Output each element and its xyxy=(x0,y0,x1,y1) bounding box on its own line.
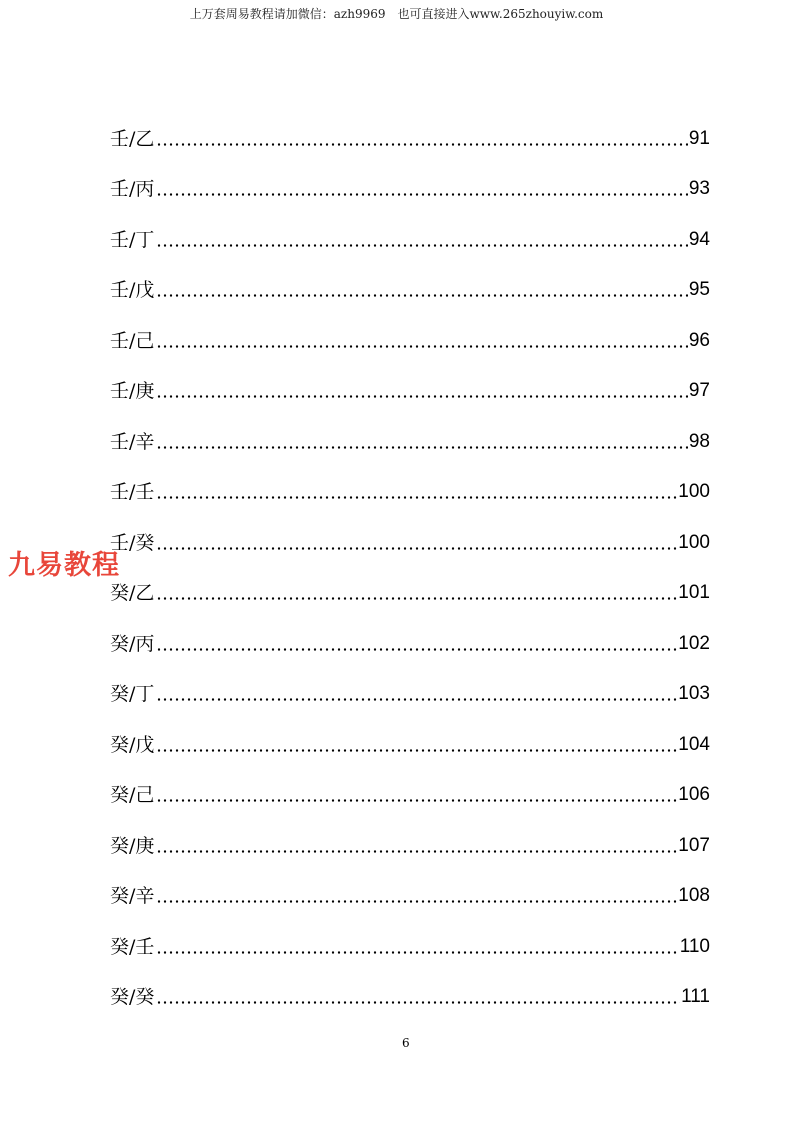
toc-entry-label: 癸/乙 xyxy=(110,582,155,604)
toc-entry-page: 108 xyxy=(678,885,710,906)
toc-entry-label: 壬/癸 xyxy=(110,531,155,554)
toc-entry-page: 103 xyxy=(678,683,710,704)
page-number: 6 xyxy=(402,1036,410,1050)
toc-entry-label: 壬/辛 xyxy=(110,430,155,453)
dot-leader xyxy=(156,900,677,903)
dot-leader xyxy=(156,547,677,550)
toc-entry-page: 102 xyxy=(678,632,710,654)
toc-entry xyxy=(110,609,710,660)
toc-entry xyxy=(110,458,710,509)
toc-entry-page: 96 xyxy=(688,329,710,351)
toc-entry-page: 100 xyxy=(678,531,710,553)
toc-entry-label: 癸/辛 xyxy=(110,885,155,907)
toc-entry xyxy=(110,104,710,155)
toc-entry-page: 111 xyxy=(681,986,710,1007)
toc-entry xyxy=(110,559,710,610)
toc-entry-label: 癸/癸 xyxy=(110,986,155,1008)
toc-entry-label: 壬/戊 xyxy=(110,279,155,301)
toc-entry-page: 94 xyxy=(688,228,710,250)
toc-entry xyxy=(110,912,710,963)
watermark-logo: 九易教程 xyxy=(8,550,120,581)
toc-entry-label: 壬/丙 xyxy=(110,178,155,200)
dot-leader xyxy=(156,951,678,954)
toc-entry xyxy=(110,963,710,1014)
dot-leader xyxy=(156,1001,680,1004)
dot-leader xyxy=(156,496,677,499)
toc-entry-label: 癸/戊 xyxy=(110,733,155,756)
toc-entry-label: 癸/壬 xyxy=(110,935,155,958)
toc-entry xyxy=(110,862,710,913)
toc-entry-label: 壬/己 xyxy=(110,329,155,352)
toc-entry-page: 100 xyxy=(678,481,710,502)
dot-leader xyxy=(156,244,687,247)
toc-entry-label: 壬/丁 xyxy=(110,228,155,251)
toc-entry-label: 壬/庚 xyxy=(110,380,155,402)
dot-leader xyxy=(156,395,687,398)
toc-entry-label: 癸/丙 xyxy=(110,632,155,655)
toc-entry-label: 癸/庚 xyxy=(110,834,155,857)
toc-entry-page: 95 xyxy=(688,279,710,300)
toc-entry-label: 壬/乙 xyxy=(110,127,155,150)
dot-leader xyxy=(156,345,687,348)
dot-leader xyxy=(156,850,677,853)
toc-entry xyxy=(110,306,710,357)
toc-entry-label: 癸/丁 xyxy=(110,683,155,705)
toc-entry xyxy=(110,811,710,862)
toc-entry-label: 壬/壬 xyxy=(110,481,155,503)
dot-leader xyxy=(156,749,677,752)
dot-leader xyxy=(156,143,687,146)
toc-entry-page: 98 xyxy=(688,430,710,452)
toc-entry xyxy=(110,508,710,559)
toc-entry-page: 107 xyxy=(678,834,710,856)
toc-entry-page: 97 xyxy=(688,380,710,401)
toc-entry xyxy=(110,256,710,307)
dot-leader xyxy=(156,698,677,701)
toc-entry-page: 106 xyxy=(678,784,710,805)
toc-entry-page: 101 xyxy=(678,582,710,603)
toc-entry-page: 91 xyxy=(688,127,710,149)
dot-leader xyxy=(156,597,677,600)
toc-entry xyxy=(110,155,710,206)
dot-leader xyxy=(156,294,687,297)
toc-entry xyxy=(110,710,710,761)
toc-entry-page: 93 xyxy=(688,178,710,199)
header-banner: 上万套周易教程请加微信：azh9969 也可直接进入www.265zhouyiw.com xyxy=(189,7,604,21)
toc-entry-label: 癸/己 xyxy=(110,784,155,806)
toc-entry xyxy=(110,357,710,408)
dot-leader xyxy=(156,193,687,196)
dot-leader xyxy=(156,648,677,651)
dot-leader xyxy=(156,446,687,449)
toc-entry xyxy=(110,205,710,256)
toc-entry xyxy=(110,761,710,812)
toc-entry-page: 104 xyxy=(678,733,710,755)
toc-entry xyxy=(110,660,710,711)
table-of-contents xyxy=(110,104,710,1013)
toc-entry-page: 110 xyxy=(679,935,710,957)
toc-entry xyxy=(110,407,710,458)
dot-leader xyxy=(156,799,677,802)
